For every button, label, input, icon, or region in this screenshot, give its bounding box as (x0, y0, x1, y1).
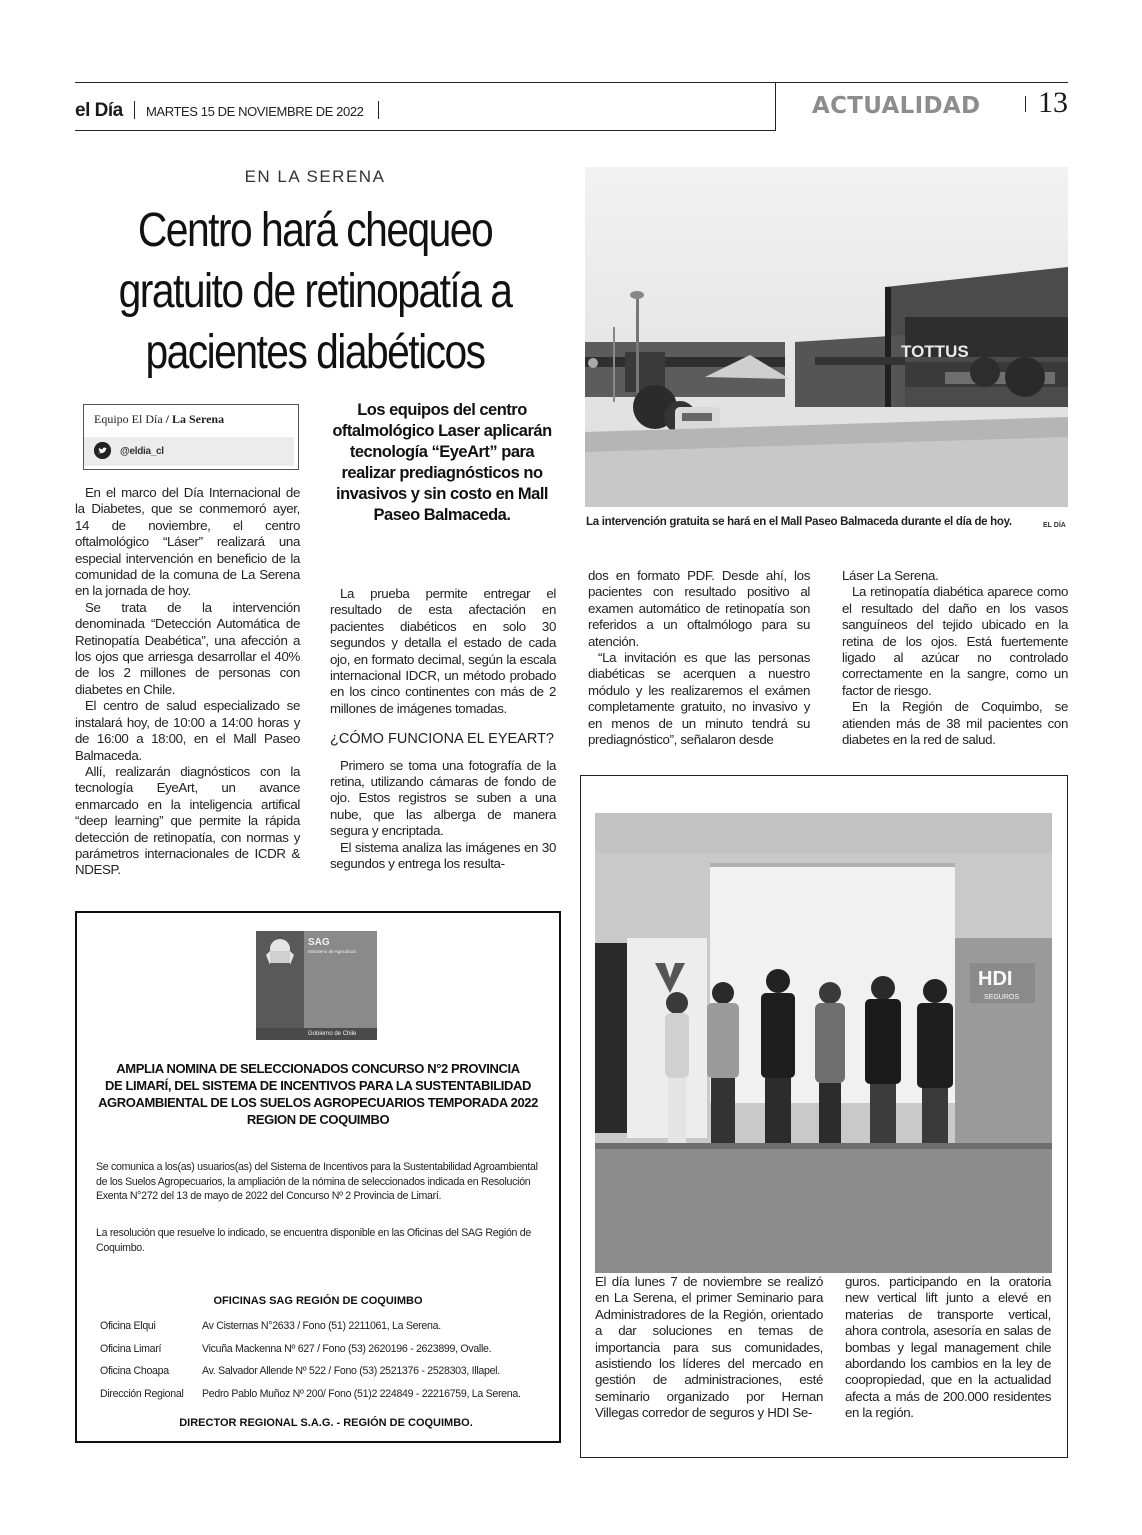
ad-title-line: REGION DE COQUIMBO (246, 1112, 390, 1127)
ad-title-line: DE LIMARÍ, DEL SISTEMA DE INCENTIVOS PARA LA SUSTENTABILIDAD (105, 1078, 531, 1093)
banner-brand: HDI (978, 968, 1013, 990)
article-column-2 (330, 586, 556, 873)
photo-caption: La intervención gratuita se hará en el Mall Paseo Balmaceda durante el día de hoy. (586, 516, 1012, 528)
paragraph: La prueba permite entregar el resultado de esta afectación en pacientes diabéticos en solo 30 segundos y detalla el estado de cada ojo, en formato decimal, según la escala internacional IDCR, un método probado en los cinco continentes con más de 2 millones de imágenes tomadas. (330, 586, 556, 716)
ad-title-line: AMPLIA NOMINA DE SELECCIONADOS CONCURSO N°2 PROVINCIA (116, 1061, 520, 1076)
office-name: Oficina Limarí (100, 1342, 162, 1355)
newspaper-logo: el Día (75, 100, 123, 121)
storefront-sign: TOTTUS (901, 342, 969, 361)
paragraph: El sistema analiza las imágenes en 30 segundos y entrega los resulta- (330, 839, 556, 872)
office-address: Vicuña Mackenna Nº 627 / Fono (53) 2620196 - 2623899, Ovalle. (202, 1342, 492, 1355)
paragraph: En la Región de Coquimbo, se atienden más de 38 mil pacientes con diabetes en la red de salud. (842, 699, 1068, 748)
ad-paragraph: Se comunica a los(as) usuarios(as) del Sistema de Incentivos para la Sustentabilidad Agroambiental de los Suelos Agropecuarios, la ampliación de la nómina de seleccionados indicada en Resolución Exenta N°272 del 13 de mayo de 2022 del Concurso Nº 2 Provincia de Limarí. (96, 1161, 538, 1202)
office-address: Av Cisternas N°2633 / Fono (51) 2211061, La Serena. (202, 1320, 441, 1332)
paragraph: El centro de salud especializado se instalará hoy, de 10:00 a 14:00 horas y de 16:00 a 18:00, en el Mall Paseo Balmaceda. (75, 698, 300, 763)
article-column-1 (75, 485, 300, 879)
article-lede: Los equipos del centro oftalmológico Laser aplicarán tecnología “EyeArt” para realizar prediagnósticos no invasivos y sin costo en Mall Paseo Balmaceda. (332, 401, 552, 524)
paragraph: Allí, realizarán diagnósticos con la tecnología EyeArt, un avance enmarcado en la inteligencia artifical “deep learning” que permite la rápida detección de retinopatía, con normas y parámetros internacionales de ICDR & NDESP. (75, 763, 300, 878)
section-name: ACTUALIDAD (812, 93, 981, 119)
paragraph: Se trata de la intervención denominada “Detección Automática de Retinopatía Deabética”, una afección a los ojos que arriesga desarrollar el 40% de los 2 millones de personas con diabetes en Chile. (75, 599, 300, 697)
twitter-icon (94, 442, 111, 459)
seminar-photo (595, 813, 1052, 1273)
paragraph: “La invitación es que las personas diabéticas se acerquen a nuestro módulo y les realizaremos el exámen completamente gratuito, no invasivo y en menos de un minuto tendrá su prediagnóstico”, señalaron desde (588, 650, 810, 748)
article-column-3 (588, 568, 810, 748)
headline-line: Centro hará chequeo (137, 204, 493, 257)
byline-place: / La Serena (165, 412, 225, 426)
headline-line: gratuito de retinopatía a (118, 265, 512, 318)
sag-logo-subtext: Ministerio de Agricultura (308, 949, 357, 954)
brief-column-2 (845, 1274, 1051, 1422)
article-headline (111, 200, 519, 383)
ad-title-line: AGROAMBIENTAL DE LOS SUELOS AGROPECUARIOS TEMPORADA 2022 (98, 1095, 538, 1110)
page-number: 13 (1038, 86, 1068, 119)
paragraph: En el marco del Día Internacional de la Diabetes, que se conmemoró ayer, 14 de noviembre, el centro oftalmológico “Láser” realizará una especial intervención en beneficio de la comunidad de la comuna de La Serena en la jornada de hoy. (75, 485, 300, 599)
byline-team: Equipo El Día (94, 412, 163, 426)
office-row (100, 1320, 521, 1343)
paragraph: guros. participando en la oratoria new vertical lift junto a elevé en materias de transporte vertical, ahora controla, asesoría en salas de bombas y legal management chile abordando los cambios en la ley de coopropiedad, que en la actualidad afecta a más de 200.000 residentes en la región. (845, 1274, 1051, 1421)
office-address: Av. Salvador Allende Nº 522 / Fono (53) 2521376 - 2528303, Illapel. (202, 1365, 500, 1377)
article-kicker: EN LA SERENA (244, 167, 386, 186)
ad-signature: DIRECTOR REGIONAL S.A.G. - REGIÓN DE COQUIMBO. (179, 1417, 473, 1429)
masthead-divider (775, 82, 776, 131)
byline-handle-bar (84, 437, 294, 466)
sag-logo-text: SAG (308, 937, 330, 948)
banner-subbrand: SEGUROS (984, 994, 1020, 1001)
headline-line: pacientes diabéticos (145, 326, 485, 379)
article-column-4 (842, 568, 1068, 748)
masthead-divider (378, 101, 379, 119)
brief-column-1 (595, 1274, 823, 1422)
masthead-divider (1025, 96, 1026, 112)
office-row (100, 1343, 521, 1366)
article-subhead: ¿CÓMO FUNCIONA EL EYEART? (330, 731, 554, 748)
sag-logo (256, 931, 377, 1040)
byline (94, 412, 224, 427)
issue-date: MARTES 15 DE NOVIEMBRE DE 2022 (146, 104, 364, 119)
office-name: Oficina Elqui (100, 1320, 156, 1332)
office-row (100, 1388, 521, 1411)
ad-offices-title: OFICINAS SAG REGIÓN DE COQUIMBO (213, 1295, 423, 1307)
twitter-handle: @eldia_cl (120, 446, 164, 457)
mall-photo (585, 167, 1068, 507)
masthead-top-rule (75, 82, 1068, 83)
office-row (100, 1365, 521, 1388)
paragraph: La retinopatía diabética aparece como el resultado del daño en los vasos sanguíneos del tejido ubicado en la retina de los ojos. Está fuertemente ligado al azúcar no controlado correctamente en la sangre, como un factor de riesgo. (842, 584, 1068, 698)
office-name: Oficina Choapa (100, 1365, 169, 1377)
photo-credit: EL DÍA (1043, 522, 1066, 529)
sag-logo-government: Gobierno de Chile (308, 1031, 357, 1037)
paragraph: El día lunes 7 de noviembre se realizó en La Serena, el primer Seminario para Administradores de la Región, orientado a dar soluciones en temas de importancia para sus comunidades, asistiendo los líderes del mercado en gestión de administraciones, esté seminario organizado por Hernan Villegas corredor de seguros y HDI Se- (595, 1274, 823, 1421)
paragraph: dos en formato PDF. Desde ahí, los pacientes con resultado positivo al examen automático de retinopatía son referidos a un oftalmólogo para su atención. (588, 568, 810, 649)
masthead-divider (134, 101, 135, 119)
office-address: Pedro Pablo Muñoz Nº 200/ Fono (51)2 224849 - 22216759, La Serena. (202, 1387, 521, 1400)
paragraph: Láser La Serena. (842, 568, 939, 583)
paragraph: Primero se toma una fotografía de la retina, utilizando cámaras de fondo de ojo. Estos registros se suben a una nube, que las alberga de manera segura y encriptada. (330, 757, 556, 839)
ad-paragraph: La resolución que resuelve lo indicado, se encuentra disponible en las Oficinas del SAG Región de Coquimbo. (96, 1227, 531, 1254)
office-name: Dirección Regional (100, 1387, 184, 1400)
masthead-bottom-rule (75, 130, 775, 131)
ad-offices-table (100, 1320, 521, 1410)
ad-title (82, 1060, 554, 1128)
